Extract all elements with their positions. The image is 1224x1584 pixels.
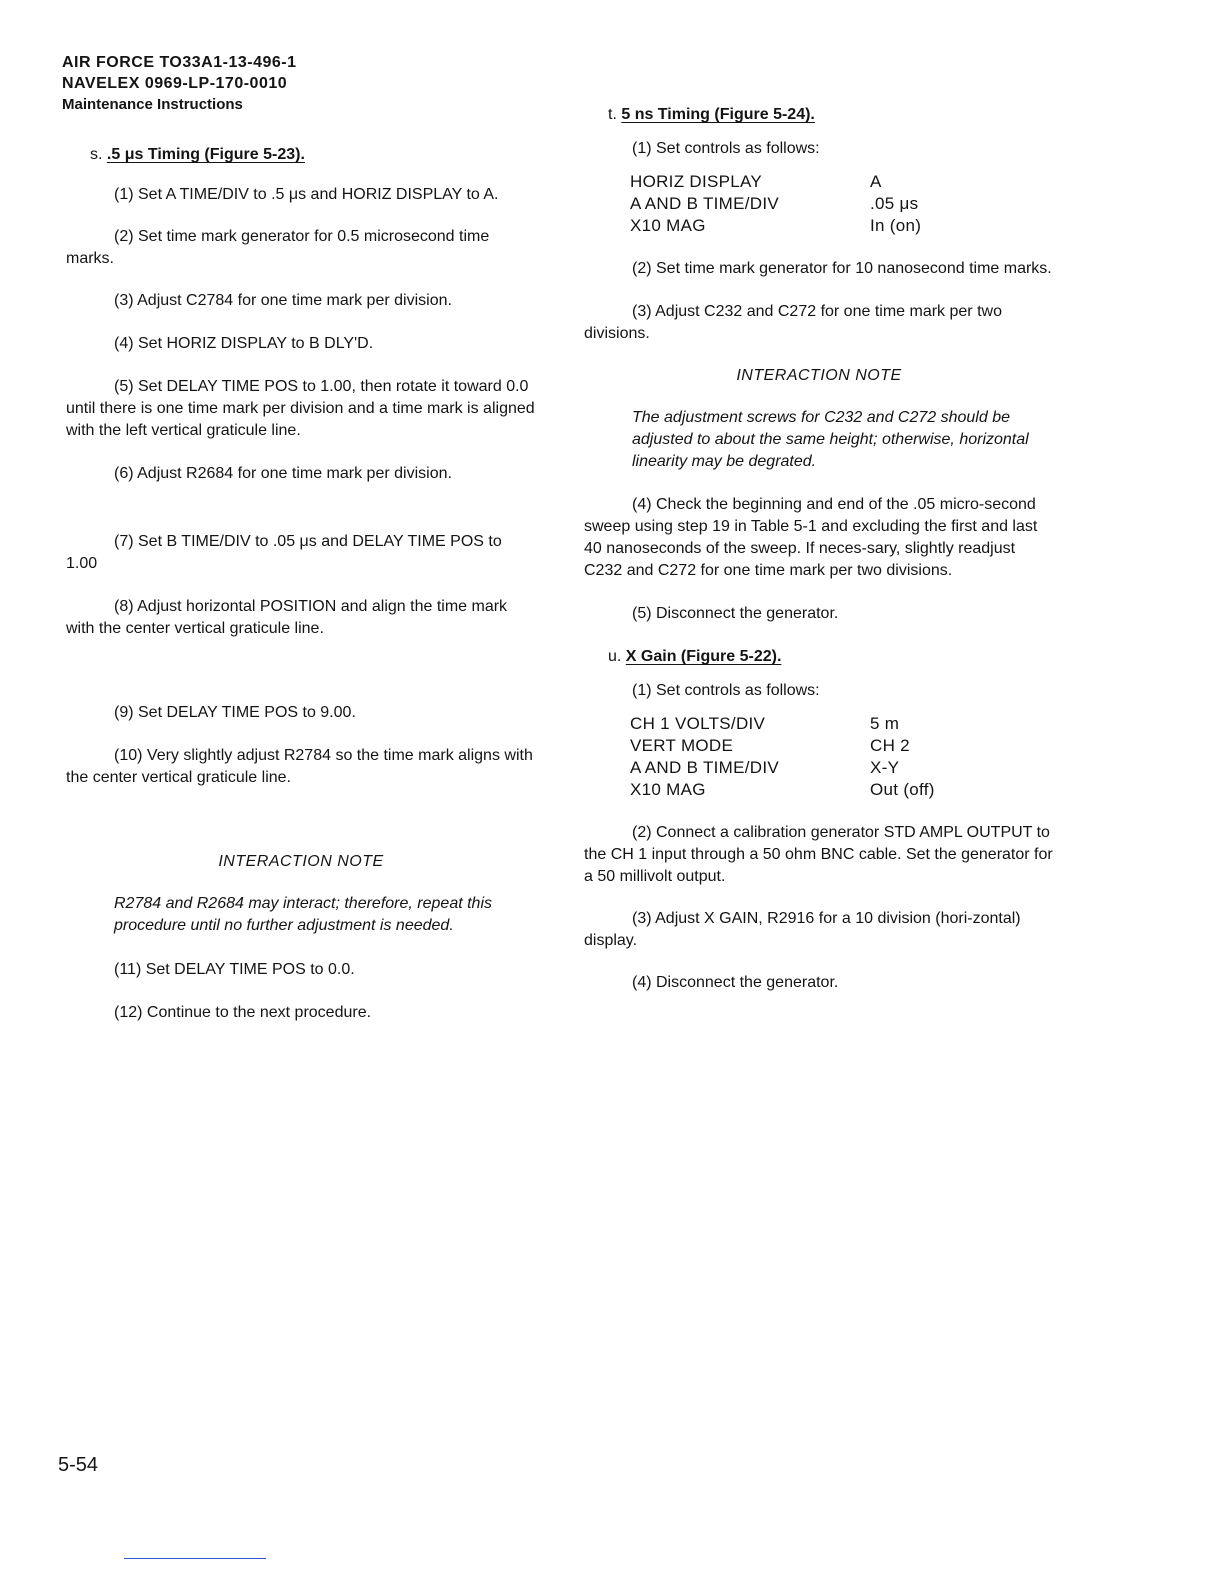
- control-label: A AND B TIME/DIV: [630, 758, 780, 777]
- footer-rule: [124, 1558, 266, 1559]
- control-value: CH 2: [870, 736, 910, 755]
- section-t-step-3: (3) Adjust C232 and C272 for one time mark per two divisions.: [584, 303, 1002, 342]
- section-u-heading: [608, 646, 1054, 668]
- control-value: 5 m: [870, 714, 900, 733]
- control-value: .05 μs: [870, 194, 919, 213]
- section-s-heading: [90, 144, 536, 166]
- section-s-step-4: (4) Set HORIZ DISPLAY to B DLY'D.: [114, 335, 374, 352]
- right-column: [584, 104, 1054, 994]
- section-u-step-4: (4) Disconnect the generator.: [632, 974, 839, 991]
- control-label: CH 1 VOLTS/DIV: [630, 714, 766, 733]
- section-s-prefix: s.: [90, 146, 103, 163]
- section-t-step-5: (5) Disconnect the generator.: [632, 605, 839, 622]
- section-s-title: .5 μs Timing (Figure 5-23).: [106, 146, 305, 163]
- section-t-controls-table: [630, 171, 921, 237]
- table-row: [630, 713, 935, 735]
- section-u-title: X Gain (Figure 5-22).: [625, 648, 782, 665]
- section-t-note-text: The adjustment screws for C232 and C272 should be adjusted to about the same height; otherwise, horizontal linearity may be degrated.: [632, 409, 1029, 470]
- table-row: [630, 757, 935, 779]
- section-s-step-5: (5) Set DELAY TIME POS to 1.00, then rotate it toward 0.0 until there is one time mark per division and a time mark is aligned with the left vertical graticule line.: [66, 378, 535, 439]
- left-column: [66, 144, 536, 1024]
- section-u-step-3: (3) Adjust X GAIN, R2916 for a 10 division (hori-zontal) display.: [584, 910, 1021, 949]
- control-label: VERT MODE: [630, 736, 734, 755]
- section-t-step-2: (2) Set time mark generator for 10 nanosecond time marks.: [632, 260, 1052, 277]
- section-t-prefix: t.: [608, 106, 617, 123]
- section-s-note-text: R2784 and R2684 may interact; therefore, repeat this procedure until no further adjustment is needed.: [114, 895, 492, 934]
- table-row: [630, 735, 935, 757]
- header-line-air-force: AIR FORCE TO33A1-13-496-1: [62, 54, 297, 71]
- control-label: X10 MAG: [630, 780, 706, 799]
- control-value: Out (off): [870, 780, 935, 799]
- section-s-step-6: (6) Adjust R2684 for one time mark per division.: [114, 465, 452, 482]
- page-number: 5-54: [58, 1454, 99, 1476]
- section-s-step-9: (9) Set DELAY TIME POS to 9.00.: [114, 704, 356, 721]
- table-row: [630, 215, 921, 237]
- section-s-step-8: (8) Adjust horizontal POSITION and align the time mark with the center vertical graticule line.: [66, 598, 508, 637]
- section-s-step-7: (7) Set B TIME/DIV to .05 μs and DELAY TIME POS to 1.00: [66, 533, 502, 572]
- control-label: HORIZ DISPLAY: [630, 172, 763, 191]
- table-row: [630, 171, 921, 193]
- section-u-step-2: (2) Connect a calibration generator STD AMPL OUTPUT to the CH 1 input through a 50 ohm BNC cable. Set the generator for a 50 millivolt output.: [584, 824, 1053, 885]
- section-t-step-4: (4) Check the beginning and end of the .05 micro-second sweep using step 19 in Table 5-1 and excluding the first and last 40 nanoseconds of the sweep. If neces-sary, slightly readjust C232 and C272 for one time mark per two divisions.: [584, 496, 1038, 579]
- section-u-step-1: (1) Set controls as follows:: [632, 682, 820, 699]
- section-s-note-title: INTERACTION NOTE: [218, 853, 384, 870]
- section-s-step-3: (3) Adjust C2784 for one time mark per division.: [114, 292, 452, 309]
- control-value: X-Y: [870, 758, 900, 777]
- control-value: A: [870, 172, 882, 191]
- section-s-step-10: (10) Very slightly adjust R2784 so the time mark aligns with the center vertical graticule line.: [66, 747, 533, 786]
- table-row: [630, 779, 935, 801]
- section-t-step-1: (1) Set controls as follows:: [632, 140, 820, 157]
- section-s-step-11: (11) Set DELAY TIME POS to 0.0.: [114, 961, 355, 978]
- section-t-note-title: INTERACTION NOTE: [736, 367, 902, 384]
- section-s-step-2: (2) Set time mark generator for 0.5 microsecond time marks.: [66, 228, 490, 267]
- header-line-navelex: NAVELEX 0969-LP-170-0010: [62, 75, 288, 92]
- section-u-controls-table: [630, 713, 935, 801]
- section-s-step-12: (12) Continue to the next procedure.: [114, 1004, 372, 1021]
- section-s-step-1: (1) Set A TIME/DIV to .5 μs and HORIZ DISPLAY to A.: [114, 186, 499, 203]
- control-value: In (on): [870, 216, 922, 235]
- section-t-title: 5 ns Timing (Figure 5-24).: [621, 106, 815, 123]
- document-header: [62, 52, 297, 115]
- table-row: [630, 193, 921, 215]
- control-label: A AND B TIME/DIV: [630, 194, 780, 213]
- control-label: X10 MAG: [630, 216, 706, 235]
- section-u-prefix: u.: [608, 648, 622, 665]
- header-line-maintenance: Maintenance Instructions: [62, 96, 243, 113]
- section-t-heading: [608, 104, 1054, 126]
